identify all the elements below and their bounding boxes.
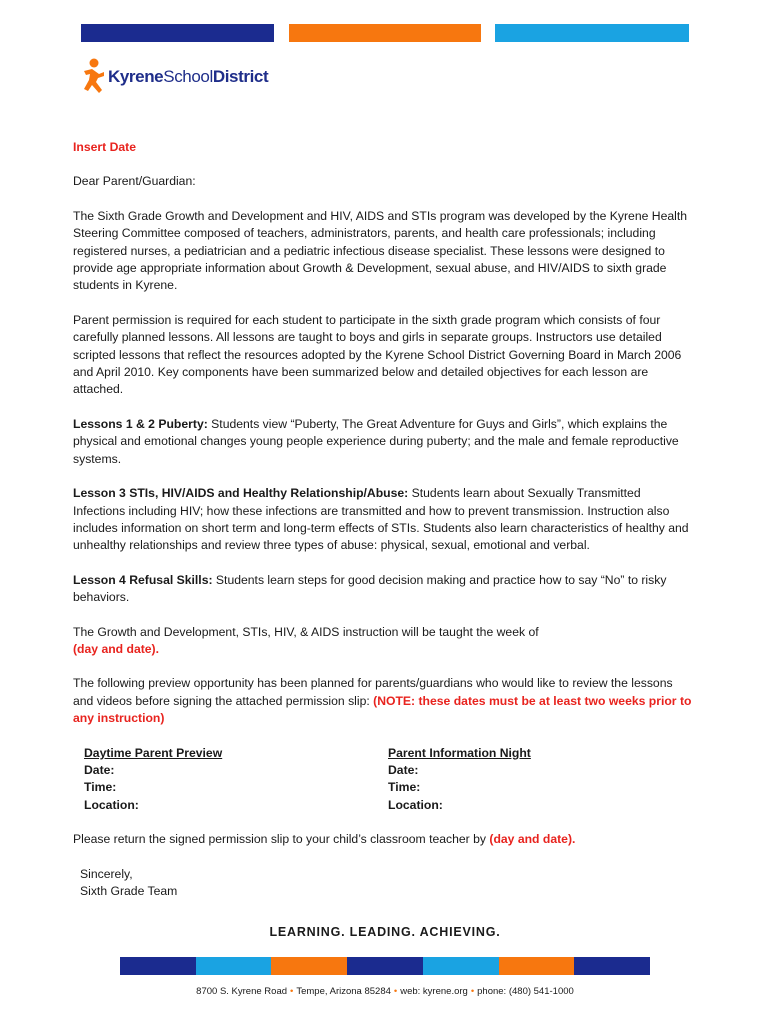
daytime-preview-block <box>84 745 388 815</box>
closing: Sincerely, <box>80 866 133 881</box>
greeting: Dear Parent/Guardian: <box>73 174 196 189</box>
bottom-bar-segment <box>423 957 499 975</box>
bottom-bar-segment <box>196 957 272 975</box>
logo-text: KyreneSchoolDistrict <box>108 67 269 86</box>
date-placeholder: Insert Date <box>73 140 136 154</box>
lesson-3-paragraph <box>73 485 693 555</box>
district-logo <box>80 58 268 96</box>
lesson-3-text: Students learn about Sexually Transmitted Infections including HIV; how these infections are transmitted and how to prevent transmission. Instruction also includes information on short term and long-term effects of STIs. Students also learn characteristics of healthy and unhealthy relationships and review three types of abuse: physical, sexual, emotional and verbal. <box>73 486 689 553</box>
top-bar-navy <box>81 24 274 42</box>
week-text: The Growth and Development, STIs, HIV, & AIDS instruction will be taught the week of <box>73 624 539 639</box>
bottom-bar-segment <box>120 957 196 975</box>
daytime-time-label: Time: <box>84 780 117 795</box>
footer-separator: • <box>290 986 294 997</box>
footer-web: web: kyrene.org <box>400 986 468 997</box>
night-time-label: Time: <box>388 780 421 795</box>
night-date-label: Date: <box>388 762 419 777</box>
signature: Sixth Grade Team <box>80 884 178 898</box>
lesson-1-2-title: Lessons 1 & 2 Puberty: <box>73 416 208 431</box>
info-night-heading: Parent Information Night <box>388 745 531 760</box>
bottom-bar-segment <box>499 957 575 975</box>
daytime-preview-heading: Daytime Parent Preview <box>84 745 223 760</box>
preview-schedule <box>84 745 693 815</box>
footer-city: Tempe, Arizona 85284 <box>296 986 391 997</box>
lesson-1-2-paragraph <box>73 416 693 468</box>
bottom-bar-segment <box>574 957 650 975</box>
return-placeholder: (day and date). <box>489 832 576 847</box>
bottom-bar-segment <box>271 957 347 975</box>
permission-paragraph: Parent permission is required for each student to participate in the sixth grade program which consists of four carefully planned lessons. All lessons are taught to boys and girls in separate groups. Instructors use detailed scripted lessons that reflect the resources adopted by the Kyrene School District Governing Board in March 2006 and April 2010. Key components have been summarized below and detailed objectives for each lesson are attached. <box>73 312 682 397</box>
footer-contact <box>0 986 770 997</box>
intro-paragraph: The Sixth Grade Growth and Development and HIV, AIDS and STIs program was developed by the Kyrene Health Steering Committee composed of teachers, administrators, parents, and health care professionals; including registered nurses, a pediatrician and a pediatric infectious disease specialist. These lessons were designed to provide age appropriate information about Growth & Development, sexual abuse, and HIV/AIDS to sixth grade students in Kyrene. <box>73 208 687 293</box>
closing-block <box>80 866 693 901</box>
preview-note: (NOTE: these dates must be at least two weeks prior to any instruction) <box>73 693 692 726</box>
return-text: Please return the signed permission slip to your child’s classroom teacher by <box>73 832 490 847</box>
lesson-3-title: Lesson 3 STIs, HIV/AIDS and Healthy Relationship/Abuse: <box>73 486 409 501</box>
tagline: LEARNING. LEADING. ACHIEVING. <box>269 925 501 939</box>
preview-paragraph <box>73 675 693 727</box>
bottom-color-bars <box>120 957 650 975</box>
week-placeholder: (day and date). <box>73 641 160 656</box>
daytime-location-label: Location: <box>84 797 139 812</box>
running-figure-icon <box>80 58 106 96</box>
night-location-label: Location: <box>388 797 443 812</box>
letter-body <box>73 139 693 900</box>
footer-separator: • <box>393 986 398 997</box>
lesson-4-text: Students learn steps for good decision making and practice how to say “No” to risky behaviors. <box>73 572 667 605</box>
top-bar-blue <box>495 24 689 42</box>
lesson-4-title: Lesson 4 Refusal Skills: <box>73 572 213 587</box>
preview-text: The following preview opportunity has been planned for parents/guardians who would like to review the lessons and videos before signing the attached permission slip: <box>73 676 673 708</box>
lesson-1-2-text: Students view “Puberty, The Great Adventure for Guys and Girls”, which explains the physical and emotional changes young people experience during puberty; and the male and female reproductive systems. <box>73 416 679 466</box>
footer-separator: • <box>470 986 475 997</box>
info-night-block <box>388 745 692 815</box>
top-bar-orange <box>289 24 481 42</box>
return-paragraph <box>73 831 693 848</box>
footer-phone: phone: (480) 541-1000 <box>477 986 574 997</box>
week-paragraph <box>73 624 693 659</box>
daytime-date-label: Date: <box>84 762 115 777</box>
bottom-bar-segment <box>347 957 423 975</box>
lesson-4-paragraph <box>73 572 693 607</box>
footer-address: 8700 S. Kyrene Road <box>196 986 288 997</box>
